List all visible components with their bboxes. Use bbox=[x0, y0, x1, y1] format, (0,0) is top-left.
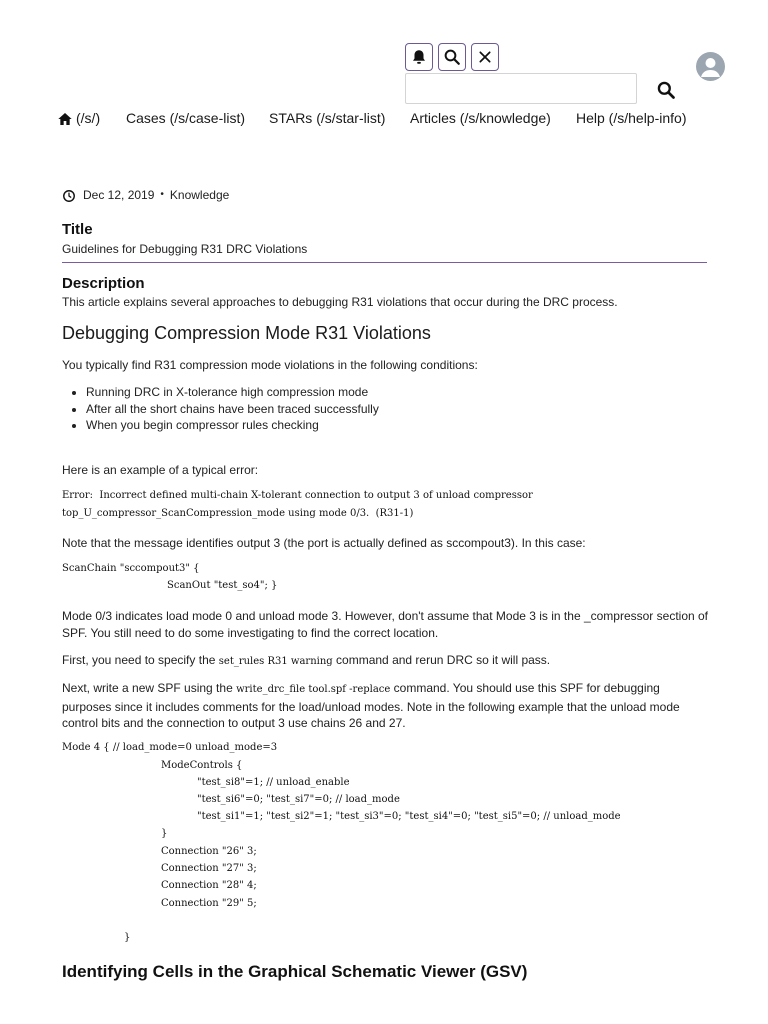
first-step-text: First, you need to specify the bbox=[62, 653, 216, 667]
section-heading-gsv: Identifying Cells in the Graphical Schematic Viewer (GSV) bbox=[62, 962, 528, 981]
article-date: Dec 12, 2019 bbox=[83, 187, 155, 202]
first-step-paragraph bbox=[62, 652, 712, 671]
note-paragraph: Note that the message identifies output 3 (the port is actually defined as sccompout3). In this case: bbox=[62, 536, 586, 550]
nav-help-link[interactable]: Help (/s/help-info) bbox=[576, 110, 687, 126]
code-line: Connection "29" 5; bbox=[161, 898, 257, 909]
code-line: } bbox=[124, 932, 131, 943]
code-line: Connection "28" 4; bbox=[161, 880, 257, 891]
search-input[interactable] bbox=[405, 73, 637, 104]
close-button[interactable] bbox=[471, 43, 499, 71]
search-icon bbox=[656, 80, 676, 100]
close-icon bbox=[477, 49, 493, 65]
article-description: This article explains several approaches to debugging R31 violations that occur during the DRC process. bbox=[62, 295, 618, 309]
intro-paragraph: You typically find R31 compression mode violations in the following conditions: bbox=[62, 358, 478, 372]
error-line-1: Error: Incorrect defined multi-chain X-tolerant connection to output 3 of unload compressor bbox=[62, 490, 533, 501]
code-line: "test_si8"=1; // unload_enable bbox=[197, 777, 350, 788]
user-icon bbox=[696, 52, 725, 81]
conditions-list bbox=[62, 384, 379, 434]
home-icon[interactable] bbox=[57, 111, 73, 127]
user-avatar[interactable] bbox=[696, 52, 725, 81]
code-line: Connection "26" 3; bbox=[161, 846, 257, 857]
first-step-text-after: command and rerun DRC so it will pass. bbox=[336, 653, 551, 667]
code-line: "test_si1"=1; "test_si2"=1; "test_si3"=0; "test_si4"=0; "test_si5"=0; // unload_mode bbox=[197, 811, 621, 822]
next-step-command: write_drc_file tool.spf -replace bbox=[236, 684, 391, 695]
code-line: } bbox=[161, 828, 168, 839]
nav-articles-link[interactable]: Articles (/s/knowledge) bbox=[410, 110, 551, 126]
section-heading-compression: Debugging Compression Mode R31 Violations bbox=[62, 323, 431, 343]
list-item: • When you begin compressor rules checking bbox=[86, 417, 379, 434]
example-intro: Here is an example of a typical error: bbox=[62, 463, 259, 477]
meta-separator: • bbox=[160, 189, 164, 200]
title-label: Title bbox=[62, 221, 93, 238]
next-step-text-after: command. You should use this SPF for debugging purposes since it includes comments for the load/unload modes. Note in the following example that the unload mode control bits and the connection to output 3 use chains 26 and 27. bbox=[62, 681, 680, 730]
bell-icon bbox=[410, 48, 428, 66]
nav-cases-link[interactable]: Cases (/s/case-list) bbox=[126, 110, 246, 126]
error-line-2: top_U_compressor_ScanCompression_mode using mode 0/3. (R31-1) bbox=[62, 508, 414, 519]
clock-icon bbox=[62, 189, 76, 203]
code-line: Mode 4 { // load_mode=0 unload_mode=3 bbox=[62, 742, 278, 753]
article-title: Guidelines for Debugging R31 DRC Violations bbox=[62, 242, 308, 256]
list-item: • After all the short chains have been traced successfully bbox=[86, 401, 379, 418]
mode-paragraph: Mode 0/3 indicates load mode 0 and unload mode 3. However, don't assume that Mode 3 is in the _compressor section of SPF. You still need to do some investigating to find the correct location. bbox=[62, 609, 709, 640]
next-step-text: Next, write a new SPF using the bbox=[62, 681, 233, 695]
title-divider bbox=[62, 262, 707, 263]
description-label: Description bbox=[62, 275, 145, 292]
code-line: ModeControls { bbox=[161, 760, 243, 771]
article-meta bbox=[62, 186, 229, 203]
search-submit-button[interactable] bbox=[656, 80, 678, 100]
nav-home-link[interactable]: (/s/) bbox=[76, 110, 101, 126]
code-line: "test_si6"=0; "test_si7"=0; // load_mode bbox=[197, 794, 400, 805]
article-category: Knowledge bbox=[169, 187, 230, 202]
code-line: Connection "27" 3; bbox=[161, 863, 257, 874]
list-item: • Running DRC in X-tolerance high compression mode bbox=[86, 384, 379, 401]
search-icon bbox=[443, 48, 461, 66]
scanchain-line-1: ScanChain "sccompout3" { bbox=[62, 563, 200, 574]
notifications-button[interactable] bbox=[405, 43, 433, 71]
first-step-command: set_rules R31 warning bbox=[218, 656, 333, 667]
search-toggle-button[interactable] bbox=[438, 43, 466, 71]
scanchain-line-2: ScanOut "test_so4"; } bbox=[167, 580, 278, 591]
nav-stars-link[interactable]: STARs (/s/star-list) bbox=[269, 110, 386, 126]
next-step-paragraph bbox=[62, 680, 712, 732]
